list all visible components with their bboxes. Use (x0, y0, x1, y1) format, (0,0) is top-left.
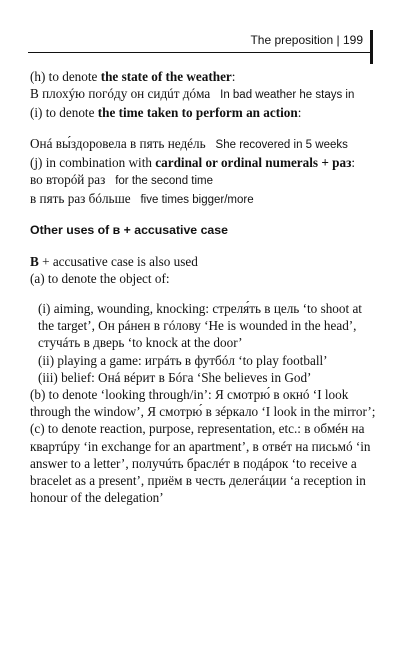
weather-example (30, 85, 373, 104)
text-line: honour of the delegation’ (30, 490, 164, 506)
text-line: (iii) belief: Онá вéрит в Бóга ‘She believes in God’ (38, 369, 312, 385)
numerals-example (30, 171, 373, 190)
header-separator: | (336, 33, 340, 47)
weather-bold: the state of the weather (100, 69, 232, 84)
numerals-example-en: for the second time (115, 175, 214, 188)
time-colon: : (297, 105, 302, 121)
text-line: (c) to denote reaction, purpose, representation, etc.: в обмéн на (30, 421, 365, 437)
running-header-title: The preposition (250, 33, 334, 47)
text-line: квартúру ‘in exchange for an apartment’, в отвéт на письмó ‘in (30, 438, 371, 454)
text-line: bracelet as a present’, приём в честь делегáции ‘a reception in (30, 473, 366, 489)
time-heading (30, 104, 373, 121)
time-label: (i) to denote (30, 105, 95, 121)
text-line: (b) to denote ‘looking through/in’: Я смотрю́ в окнó ‘I look (30, 387, 349, 403)
page-header (28, 30, 373, 53)
time-example-ru: Онá вы́здоровела в пять недéль (30, 135, 206, 151)
weather-example-en: In bad weather he stays in (220, 89, 355, 102)
numerals-example-ru: во вторóй раз (30, 172, 106, 188)
intro-bold: В (30, 253, 39, 269)
intro-rest: + accusative case is also used (42, 253, 198, 269)
page-body (30, 68, 376, 506)
numerals-colon: : (351, 154, 356, 170)
weather-label: (h) to denote (30, 69, 98, 84)
intro-line (30, 253, 373, 270)
text-line: (i) aiming, wounding, knocking: стреля́ть в цель ‘to shoot at (38, 301, 362, 317)
text-line: the target’, Он рáнен в гóлову ‘He is wounded in the head’, (38, 318, 357, 334)
time-bold: the time taken to perform an action (97, 105, 298, 121)
weather-example-ru: В плохýю погóду он сидúт дóма (30, 86, 211, 102)
numerals-label: (j) in combination with (30, 154, 152, 170)
section-heading: Other uses of в + accusative case (30, 223, 228, 238)
numerals-suffix: + раз (321, 154, 352, 170)
running-header (250, 33, 363, 47)
time-example-en: She recovered in 5 weeks (215, 138, 348, 151)
header-rule-bar (370, 30, 373, 64)
numerals-example-en: five times bigger/more (140, 194, 254, 207)
text-line: through the window’, Я смотрю́ в зéркало ‘I look in the mirror’; (30, 404, 376, 420)
text-line: (ii) playing a game: игрáть в футбóл ‘to play football’ (38, 352, 328, 368)
weather-colon: : (231, 69, 236, 84)
object-of-label: (a) to denote the object of: (30, 270, 170, 286)
weather-heading (30, 68, 373, 85)
numerals-example-ru: в пять раз бóльше (30, 191, 131, 207)
numerals-heading (30, 154, 373, 171)
numerals-example (30, 190, 373, 209)
page-number: 199 (342, 33, 363, 47)
text-line: стучáть в дверь ‘to knock at the door’ (38, 335, 243, 351)
numerals-bold: cardinal or ordinal numerals (155, 154, 319, 170)
text-line: answer to a letter’, получúть браслéт в подáрок ‘to receive a (30, 455, 357, 471)
time-example (30, 135, 373, 154)
